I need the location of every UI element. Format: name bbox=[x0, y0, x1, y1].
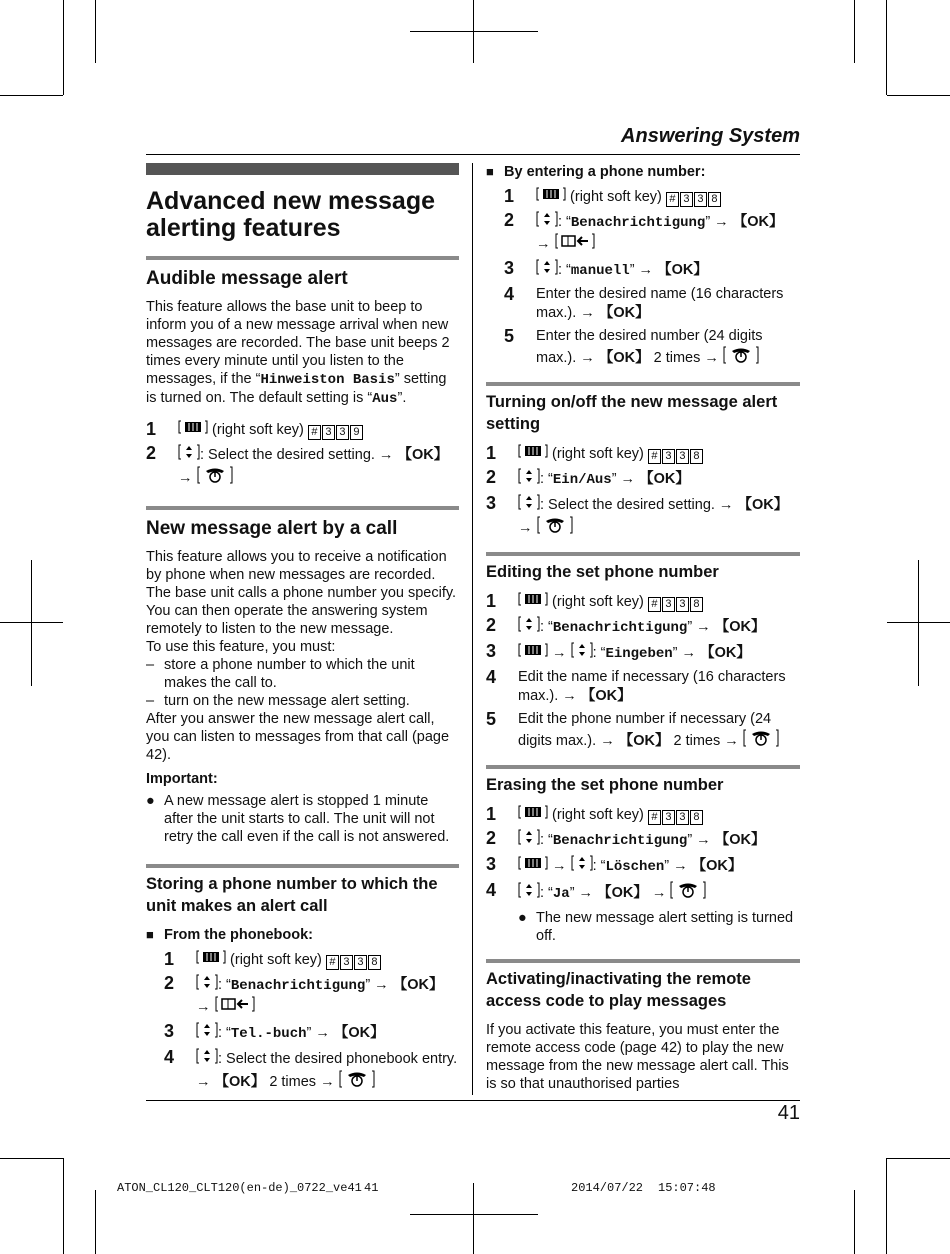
step-5: 5 Edit the phone number if necessary (24 digits max.). → 【OK】 2 times → bbox=[486, 710, 800, 753]
step-3: 3 : Select the desired setting. → 【OK】 → bbox=[486, 494, 800, 540]
step-4: 4 Edit the name if necessary (16 characters max.). → 【OK】 bbox=[486, 667, 786, 704]
off-key-icon bbox=[197, 466, 233, 490]
step-4: 4 : “Ja” → 【OK】 → bbox=[486, 881, 800, 905]
step-3: 3 : “manuell” → 【OK】 bbox=[504, 259, 800, 281]
crop-mark bbox=[887, 95, 950, 96]
navigation-key-icon bbox=[571, 855, 593, 877]
section-bar bbox=[486, 765, 800, 769]
menu-key-icon bbox=[518, 444, 548, 464]
hash-key-icon: # bbox=[648, 810, 661, 825]
bullet-item: ● The new message alert setting is turned off. bbox=[518, 910, 794, 944]
section-bar bbox=[486, 552, 800, 556]
section-title-onoff: Turning on/off the new message alert setting bbox=[486, 393, 778, 433]
section-bar bbox=[486, 959, 800, 963]
navigation-key-icon bbox=[536, 211, 558, 233]
section-title-erasing: Erasing the set phone number bbox=[486, 776, 724, 794]
crop-mark bbox=[854, 0, 855, 63]
navigation-key-icon bbox=[536, 259, 558, 281]
crop-mark bbox=[886, 0, 887, 95]
navigation-key-icon bbox=[196, 1022, 218, 1044]
navigation-key-icon bbox=[178, 444, 200, 466]
navigation-key-icon bbox=[196, 974, 218, 996]
hash-key-icon: # bbox=[666, 192, 679, 207]
crop-mark bbox=[473, 0, 474, 63]
step-3: 3 → : “Löschen” → 【OK】 bbox=[486, 855, 800, 877]
section-title-audible: Audible message alert bbox=[146, 268, 348, 289]
crop-mark bbox=[95, 0, 96, 63]
crop-mark bbox=[918, 560, 919, 686]
crop-mark bbox=[0, 95, 63, 96]
left-column bbox=[146, 163, 459, 1098]
call-intro: This feature allows you to receive a notification by phone when new messages are recorded. The base unit calls a phone number you specify. You can then operate the answering system remotely to listen to the new message. bbox=[146, 549, 457, 637]
footer-rule bbox=[146, 1100, 800, 1101]
bullet-item: ● A new message alert is stopped 1 minute after the unit starts to call. The unit will not retry the call even if the call is not answered. bbox=[146, 793, 450, 845]
right-column bbox=[486, 163, 800, 1093]
call-must: To use this feature, you must: bbox=[146, 639, 336, 655]
off-key-icon bbox=[743, 729, 779, 753]
header-rule bbox=[146, 154, 800, 155]
page-title: Advanced new message alerting features bbox=[146, 187, 436, 242]
menu-key-icon bbox=[518, 856, 548, 876]
step-2: 2 : “Benachrichtigung” → 【OK】 bbox=[486, 616, 800, 638]
menu-key-icon bbox=[518, 805, 548, 825]
step-4: 4 : Select the desired phonebook entry. → 【OK】 2 times → bbox=[164, 1048, 459, 1094]
audible-intro: This feature allows the base unit to beep to inform you of a new message arrival when new messages are recorded. The base unit beeps 2 times every minute until you listen to the messages, if the “Hinweiston Basis” setting is turned on. The default setting is “Aus”. bbox=[146, 299, 450, 407]
hash-key-icon: # bbox=[648, 597, 661, 612]
off-key-icon bbox=[723, 346, 759, 370]
menu-key-icon bbox=[178, 420, 208, 440]
step-1: 1 (right soft key) # 3 3 9 bbox=[146, 420, 459, 440]
hash-key-icon: # bbox=[648, 449, 661, 464]
step-5: 5 Enter the desired number (24 digits max.). → 【OK】 2 times → bbox=[504, 327, 800, 370]
section-title-call: New message alert by a call bbox=[146, 518, 398, 539]
step-1: 1 (right soft key) # 3 3 8 bbox=[486, 592, 800, 612]
crop-mark bbox=[410, 1214, 538, 1215]
crop-mark bbox=[854, 1190, 855, 1254]
hash-key-icon: # bbox=[326, 955, 339, 970]
slug-file: ATON_CL120_CLT120(en-de)_0722_ve41 bbox=[117, 1181, 362, 1195]
navigation-key-icon bbox=[518, 616, 540, 638]
crop-mark bbox=[31, 560, 32, 686]
sub-heading: ■ From the phonebook: bbox=[146, 927, 314, 943]
section-bar bbox=[146, 256, 459, 260]
navigation-key-icon bbox=[196, 1048, 218, 1070]
page-number: 41 bbox=[777, 1102, 800, 1124]
crop-mark bbox=[886, 1158, 887, 1254]
step-2: 2 : “Benachrichtigung” → 【OK】 → bbox=[164, 974, 459, 1018]
crop-mark bbox=[63, 0, 64, 95]
title-bar bbox=[146, 163, 459, 175]
navigation-key-icon bbox=[518, 829, 540, 851]
section-title-remote: Activating/inactivating the remote access code to play messages bbox=[486, 970, 751, 1010]
step-2: 2 : “Ein/Aus” → 【OK】 bbox=[486, 468, 800, 490]
slug-date: 2014/07/22 bbox=[571, 1181, 644, 1195]
step-1: 1 (right soft key) # 3 3 8 bbox=[486, 444, 800, 464]
remote-text: If you activate this feature, you must enter the remote access code (page 42) to play the new message from the new message alert call. This is so that unauthorised parties bbox=[486, 1022, 789, 1092]
step-2: 2 : “Benachrichtigung” → 【OK】 bbox=[486, 829, 800, 851]
off-key-icon bbox=[339, 1070, 375, 1094]
call-after: After you answer the new message alert call, you can listen to messages from that call (page 42). bbox=[146, 711, 450, 763]
step-4: 4 Enter the desired name (16 characters max.). → 【OK】 bbox=[504, 284, 784, 321]
off-key-icon bbox=[537, 516, 573, 540]
crop-mark bbox=[0, 1158, 63, 1159]
important-label: Important: bbox=[146, 771, 218, 787]
menu-key-icon bbox=[518, 643, 548, 663]
section-title-editing: Editing the set phone number bbox=[486, 563, 719, 581]
step-3: 3 → : “Eingeben” → 【OK】 bbox=[486, 642, 800, 664]
sub-heading: ■ By entering a phone number: bbox=[486, 164, 706, 180]
menu-key-icon bbox=[536, 187, 566, 207]
navigation-key-icon bbox=[518, 494, 540, 516]
step-2: 2 : Select the desired setting. → 【OK】 → bbox=[146, 444, 459, 490]
step-2: 2 : “Benachrichtigung” → 【OK】 → bbox=[504, 211, 800, 255]
phonebook-key-icon bbox=[555, 233, 595, 255]
step-1: 1 (right soft key) # 3 3 8 bbox=[164, 950, 459, 970]
section-bar bbox=[486, 382, 800, 386]
section-header: Answering System bbox=[621, 125, 800, 147]
off-key-icon bbox=[670, 881, 706, 905]
hash-key-icon: # bbox=[308, 425, 321, 440]
navigation-key-icon bbox=[518, 468, 540, 490]
slug-time: 15:07:48 bbox=[658, 1181, 716, 1195]
crop-mark bbox=[887, 1158, 950, 1159]
section-title-storing: Storing a phone number to which the unit makes an alert call bbox=[146, 875, 438, 915]
column-divider bbox=[472, 163, 473, 1095]
step-1: 1 (right soft key) # 3 3 8 bbox=[486, 805, 800, 825]
crop-mark bbox=[410, 31, 538, 32]
list-item: – store a phone number to which the unit makes the call to. bbox=[146, 657, 415, 691]
crop-mark bbox=[95, 1190, 96, 1254]
section-bar bbox=[146, 864, 459, 868]
section-bar bbox=[146, 506, 459, 510]
step-3: 3 : “Tel.-buch” → 【OK】 bbox=[164, 1022, 459, 1044]
crop-mark bbox=[473, 1183, 474, 1254]
list-item: – turn on the new message alert setting. bbox=[146, 693, 410, 709]
navigation-key-icon bbox=[571, 642, 593, 664]
menu-key-icon bbox=[196, 950, 226, 970]
phonebook-key-icon bbox=[215, 996, 255, 1018]
menu-key-icon bbox=[518, 592, 548, 612]
slug-page: 41 bbox=[364, 1181, 379, 1195]
step-1: 1 (right soft key) # 3 3 8 bbox=[504, 187, 800, 207]
crop-mark bbox=[63, 1158, 64, 1254]
navigation-key-icon bbox=[518, 882, 540, 904]
